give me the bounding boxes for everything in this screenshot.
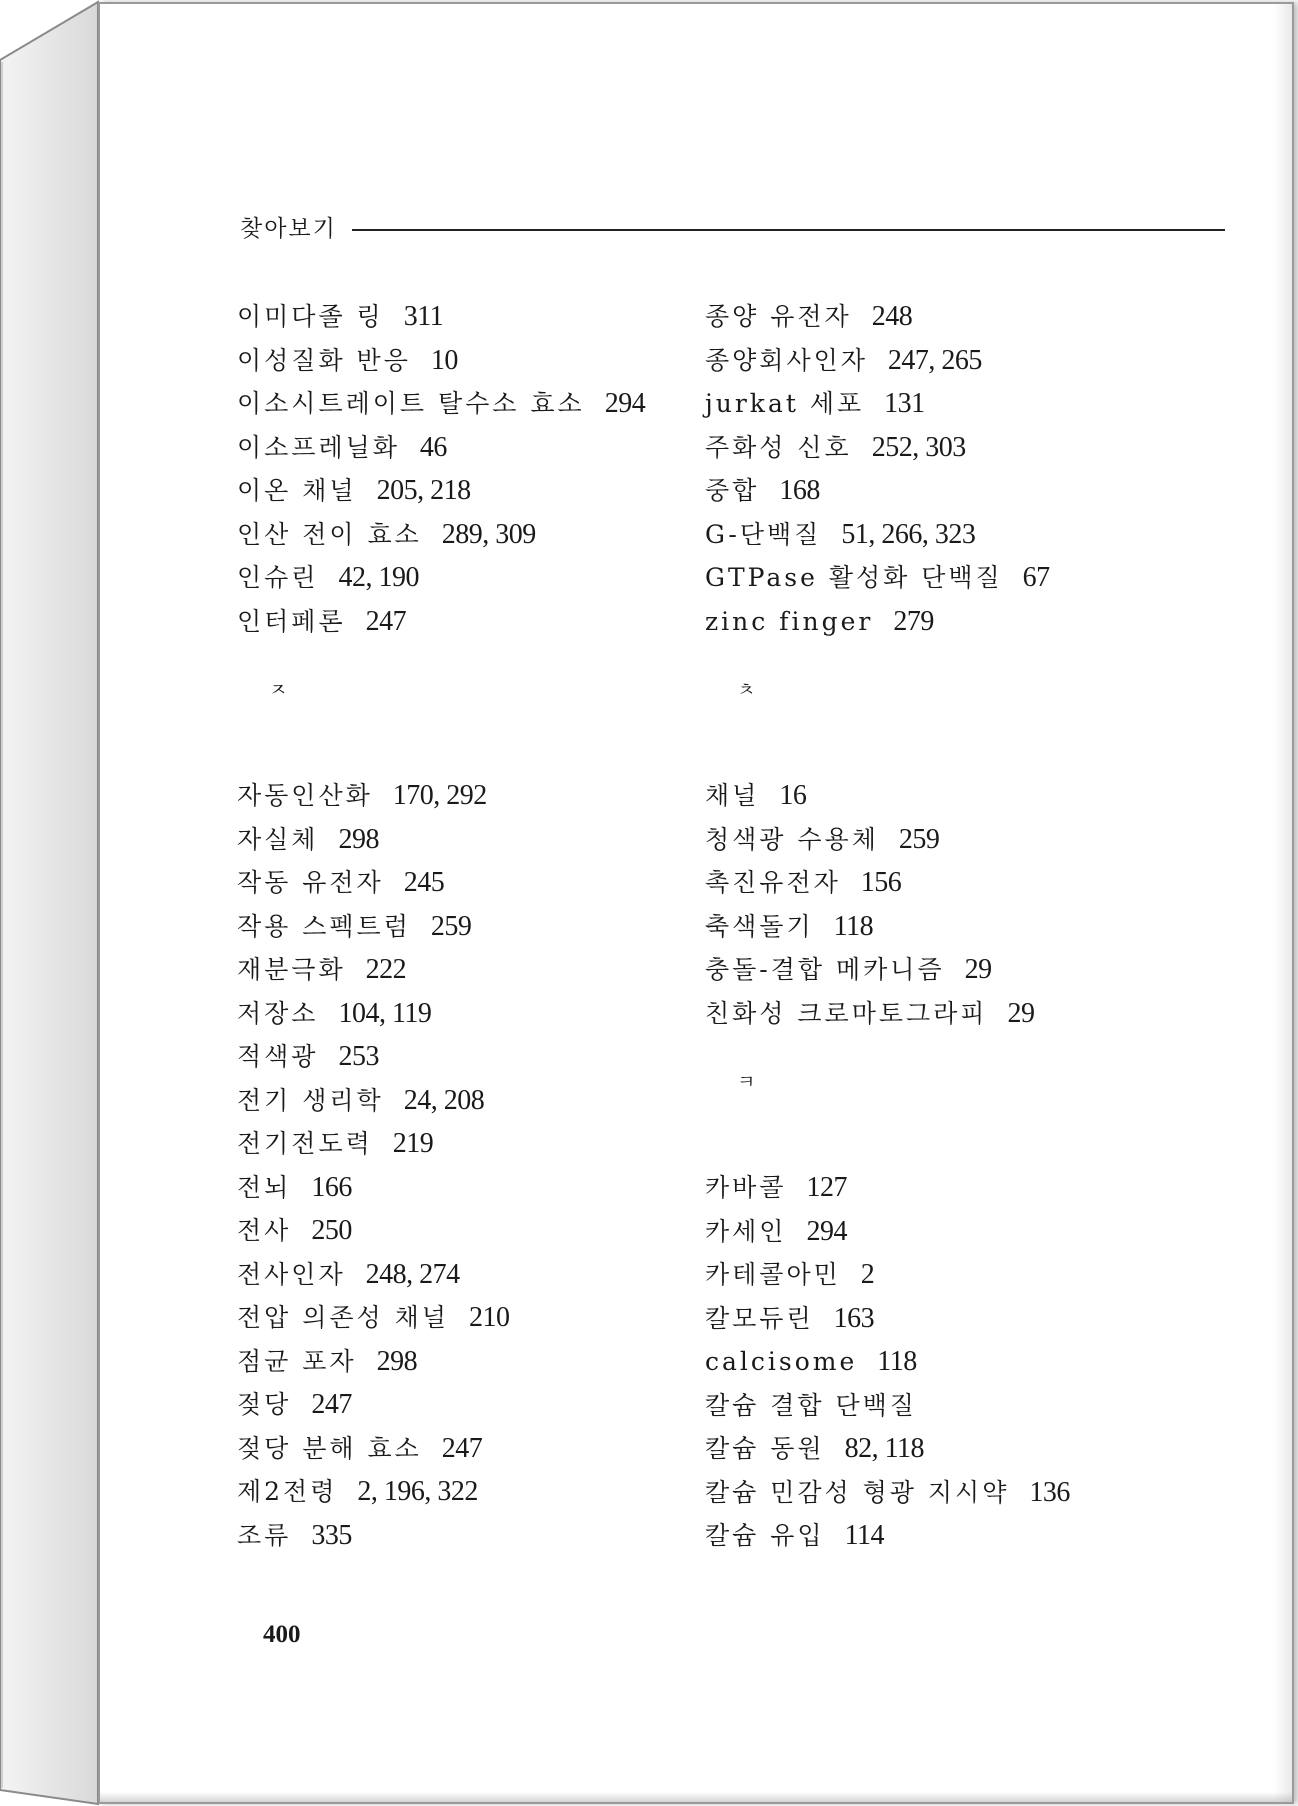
book-spine-graphic bbox=[0, 0, 100, 1806]
index-entry-term: 재분극화 bbox=[237, 955, 346, 984]
index-entry bbox=[705, 472, 820, 510]
index-entry-pages: 259 bbox=[898, 823, 940, 855]
index-entry-term: 이소시트레이트 탈수소 효소 bbox=[237, 389, 585, 418]
index-entry-term: 조류 bbox=[237, 1520, 292, 1550]
index-entry-pages: 166 bbox=[311, 1171, 352, 1203]
page-edge-shadow bbox=[1274, 4, 1292, 1802]
index-entry bbox=[237, 908, 471, 946]
index-entry-term: 이소프레닐화 bbox=[237, 432, 400, 462]
index-entry bbox=[237, 1343, 417, 1381]
running-header bbox=[240, 212, 1225, 246]
index-entry-pages: 42, 190 bbox=[338, 562, 419, 593]
index-entry bbox=[237, 516, 536, 554]
index-entry-term: 친화성 크로마토그라피 bbox=[705, 998, 988, 1028]
index-entry-term: 카세인 bbox=[705, 1216, 787, 1246]
index-entry-pages: 2 bbox=[860, 1259, 875, 1290]
index-entry-pages: 136 bbox=[1029, 1476, 1070, 1508]
index-entry-pages: 170, 292 bbox=[392, 780, 487, 811]
index-entry bbox=[705, 1387, 917, 1425]
index-entry-term: 작용 스펙트럼 bbox=[237, 911, 411, 941]
index-entry bbox=[705, 1256, 874, 1294]
index-entry bbox=[705, 1343, 917, 1381]
index-entry bbox=[705, 1430, 924, 1468]
header-rule bbox=[352, 229, 1225, 231]
index-entry-pages: 104, 119 bbox=[338, 997, 432, 1029]
index-entry bbox=[705, 342, 982, 380]
index-entry-term: 청색광 수용체 bbox=[705, 824, 879, 854]
index-entry-pages: 168 bbox=[779, 475, 820, 506]
index-entry-pages: 118 bbox=[833, 910, 874, 942]
index-entry-pages: 67 bbox=[1022, 562, 1050, 593]
index-entry-term: 칼슘 유입 bbox=[705, 1521, 825, 1550]
index-entry-pages: 311 bbox=[403, 301, 444, 332]
index-entry-pages: 252, 303 bbox=[871, 431, 966, 463]
index-entry-term: 이성질화 반응 bbox=[237, 345, 411, 375]
index-entry-pages: 127 bbox=[806, 1172, 847, 1203]
index-entry bbox=[705, 1517, 884, 1555]
index-entry-term: 작동 유전자 bbox=[237, 868, 384, 897]
index-entry-pages: 131 bbox=[884, 388, 925, 419]
index-entry-term: 적색광 bbox=[237, 1042, 319, 1071]
index-entry bbox=[705, 1474, 1070, 1512]
index-entry-pages: 247, 265 bbox=[887, 344, 982, 376]
index-entry bbox=[705, 995, 1034, 1033]
index-entry-pages: 298 bbox=[338, 823, 379, 855]
index-entry-term: 채널 bbox=[705, 781, 760, 810]
index-entry bbox=[237, 777, 487, 815]
index-entry-pages: 253 bbox=[338, 1041, 379, 1072]
index-entry-pages: 248 bbox=[871, 301, 913, 332]
index-entry-term: jurkat 세포 bbox=[705, 389, 865, 418]
index-entry-term: 칼슘 결합 단백질 bbox=[705, 1390, 917, 1420]
index-entry-pages: 247 bbox=[365, 605, 407, 637]
index-entry bbox=[705, 559, 1050, 597]
index-entry bbox=[237, 1299, 509, 1337]
index-section-heading: ㅋ bbox=[737, 1071, 756, 1093]
index-entry bbox=[237, 864, 444, 902]
index-entry bbox=[237, 951, 406, 989]
index-entry-term: 이온 채널 bbox=[237, 476, 357, 505]
index-entry-term: 전압 의존성 채널 bbox=[237, 1303, 449, 1332]
index-entry bbox=[237, 1517, 352, 1555]
index-entry bbox=[705, 1300, 874, 1338]
index-entry-pages: 29 bbox=[964, 954, 992, 985]
index-entry-pages: 82, 118 bbox=[844, 1433, 925, 1464]
index-entry bbox=[237, 1125, 433, 1163]
index-entry-term: 전기전도력 bbox=[237, 1129, 373, 1158]
index-entry-term: 종양회사인자 bbox=[705, 345, 868, 375]
index-entry bbox=[237, 1473, 478, 1511]
index-entry bbox=[237, 385, 645, 423]
index-entry bbox=[705, 429, 966, 467]
index-entry-pages: 250 bbox=[311, 1215, 352, 1246]
index-entry-term: 인터페론 bbox=[237, 606, 346, 636]
index-entry-pages: 156 bbox=[860, 867, 902, 898]
book-spine bbox=[0, 0, 100, 1806]
index-entry-pages: 294 bbox=[806, 1215, 847, 1247]
page-number: 400 bbox=[263, 1621, 301, 1648]
index-entry-term: 인산 전이 효소 bbox=[237, 519, 422, 549]
index-entry-term: 젖당 bbox=[237, 1390, 292, 1419]
index-entry-term: 자동인산화 bbox=[237, 781, 373, 810]
index-entry-pages: 247 bbox=[441, 1432, 483, 1464]
index-entry-pages: 163 bbox=[833, 1302, 875, 1334]
index-entry bbox=[237, 995, 431, 1033]
index-entry bbox=[237, 821, 379, 859]
index-entry-term: 칼슘 동원 bbox=[705, 1434, 825, 1463]
index-entry bbox=[237, 1430, 482, 1468]
index-entry-term: 이미다졸 링 bbox=[237, 302, 384, 331]
index-entry-term: 전사인자 bbox=[237, 1259, 346, 1289]
index-entry-term: 주화성 신호 bbox=[705, 432, 852, 462]
index-entry-pages: 289, 309 bbox=[441, 518, 536, 550]
index-entry bbox=[705, 603, 934, 641]
index-entry-term: 전뇌 bbox=[237, 1172, 292, 1202]
index-entry-term: 전기 생리학 bbox=[237, 1085, 384, 1115]
index-entry bbox=[237, 1169, 352, 1207]
index-entry-pages: 118 bbox=[877, 1346, 917, 1377]
index-entry-term: 저장소 bbox=[237, 998, 319, 1028]
index-entry bbox=[705, 821, 939, 859]
index-entry bbox=[237, 603, 406, 641]
index-entry-pages: 205, 218 bbox=[376, 475, 471, 506]
index-entry-pages: 46 bbox=[419, 431, 447, 463]
index-entry-pages: 219 bbox=[392, 1128, 434, 1159]
index-entry-term: 인슈린 bbox=[237, 563, 319, 592]
index-entry-term: 제2전령 bbox=[237, 1477, 338, 1506]
index-entry-term: 충돌-결합 메카니즘 bbox=[705, 955, 945, 984]
index-entry bbox=[705, 1213, 847, 1251]
index-entry-pages: 16 bbox=[779, 780, 807, 811]
index-entry-pages: 2, 196, 322 bbox=[357, 1476, 478, 1507]
index-entry-term: calcisome bbox=[705, 1347, 858, 1376]
index-entry-pages: 248, 274 bbox=[365, 1258, 460, 1290]
index-entry-pages: 294 bbox=[604, 388, 646, 419]
index-entry-term: 중합 bbox=[705, 476, 760, 505]
index-entry-term: 카테콜아민 bbox=[705, 1260, 841, 1289]
index-entry bbox=[705, 908, 873, 946]
index-entry-pages: 259 bbox=[430, 910, 472, 942]
index-entry-term: 카바콜 bbox=[705, 1173, 787, 1202]
index-entry-pages: 114 bbox=[844, 1520, 885, 1551]
index-entry bbox=[237, 298, 443, 336]
index-entry bbox=[705, 777, 806, 815]
index-entry-pages: 298 bbox=[376, 1345, 418, 1377]
book-page bbox=[98, 2, 1294, 1804]
index-entry-term: 종양 유전자 bbox=[705, 302, 852, 331]
index-entry-term: G-단백질 bbox=[705, 519, 822, 549]
index-entry bbox=[237, 1386, 352, 1424]
index-entry-pages: 247 bbox=[311, 1389, 352, 1420]
index-entry-pages: 51, 266, 323 bbox=[841, 518, 976, 550]
index-entry-pages: 222 bbox=[365, 954, 407, 985]
index-entry-pages: 210 bbox=[468, 1302, 510, 1333]
index-entry-pages: 245 bbox=[403, 867, 445, 898]
index-entry bbox=[705, 1169, 847, 1207]
index-entry bbox=[237, 1038, 379, 1076]
index-entry bbox=[237, 429, 447, 467]
index-section-heading: ㅊ bbox=[737, 679, 756, 701]
index-entry-term: 축색돌기 bbox=[705, 911, 814, 941]
index-entry bbox=[705, 385, 925, 423]
index-entry bbox=[705, 298, 912, 336]
index-entry bbox=[705, 951, 992, 989]
index-entry-term: 자실체 bbox=[237, 824, 319, 854]
index-entry bbox=[705, 516, 975, 554]
index-entry-term: 칼모듀린 bbox=[705, 1303, 814, 1333]
index-entry-pages: 29 bbox=[1007, 997, 1035, 1029]
index-entry-term: zinc finger bbox=[705, 606, 874, 636]
index-entry-term: 촉진유전자 bbox=[705, 868, 841, 897]
index-entry-pages: 24, 208 bbox=[403, 1084, 485, 1116]
index-entry bbox=[237, 1082, 484, 1120]
index-entry-term: 칼슘 민감성 형광 지시약 bbox=[705, 1477, 1010, 1507]
index-entry bbox=[237, 342, 458, 380]
index-entry bbox=[705, 864, 901, 902]
index-entry-term: GTPase 활성화 단백질 bbox=[705, 563, 1003, 592]
page-bottom-shadow bbox=[100, 1792, 1292, 1802]
index-entry-term: 젖당 분해 효소 bbox=[237, 1433, 422, 1463]
index-section-heading: ㅈ bbox=[269, 679, 288, 701]
index-entry bbox=[237, 1212, 352, 1250]
index-entry bbox=[237, 1256, 460, 1294]
index-entry-term: 점균 포자 bbox=[237, 1346, 357, 1376]
index-entry-pages: 279 bbox=[893, 605, 934, 637]
index-entry-pages: 335 bbox=[311, 1519, 352, 1551]
header-title: 찾아보기 bbox=[240, 212, 343, 246]
index-entry-term: 전사 bbox=[237, 1216, 292, 1245]
index-entry bbox=[237, 559, 419, 597]
index-entry-pages: 10 bbox=[430, 344, 458, 376]
index-entry bbox=[237, 472, 471, 510]
